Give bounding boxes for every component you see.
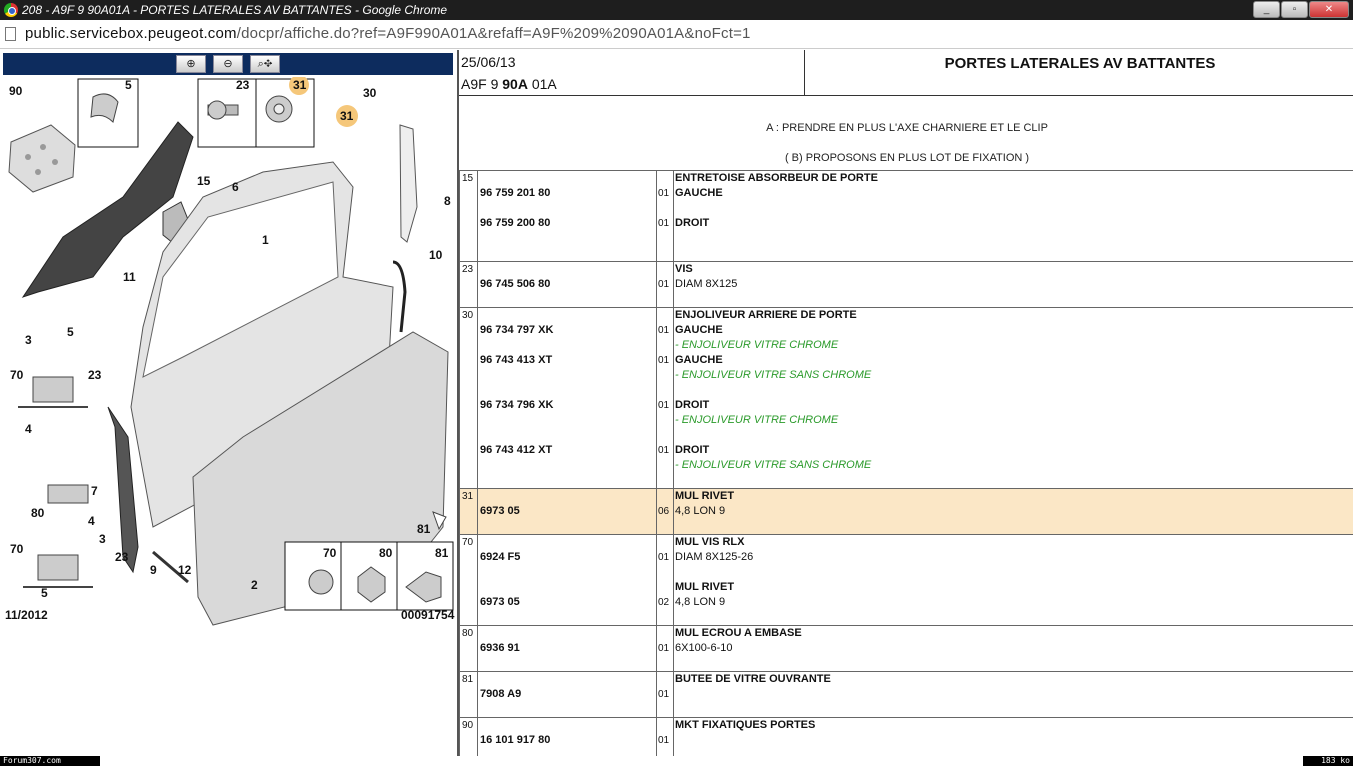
quantity-cell — [657, 672, 674, 718]
callout-label[interactable]: 31 — [293, 78, 307, 92]
callout-label[interactable]: 8 — [444, 194, 451, 208]
zoom-out-icon: ⊖ — [223, 58, 233, 70]
part-number: 6973 05 — [480, 505, 520, 517]
part-number — [478, 718, 656, 733]
page-icon — [5, 27, 16, 41]
address-bar[interactable] — [0, 20, 1353, 49]
callout-label[interactable]: 4 — [25, 422, 32, 436]
description-cell — [674, 626, 1353, 672]
part-number — [478, 262, 656, 277]
description-cell — [674, 489, 1353, 535]
hinge-check-7[interactable] — [48, 485, 88, 503]
callout-label[interactable]: 70 — [10, 368, 24, 382]
part-quantity — [657, 565, 673, 580]
part-number-cell — [478, 489, 657, 535]
description-cell — [674, 308, 1353, 489]
part-row[interactable] — [460, 489, 1353, 535]
part-number — [478, 702, 656, 717]
part-quantity — [657, 428, 673, 443]
hinge-upper[interactable] — [18, 377, 88, 407]
note-a: A : PRENDRE EN PLUS L'AXE CHARNIERE ET LE CLIP — [766, 122, 1048, 134]
part-quantity: 01 — [658, 188, 670, 199]
part-number — [478, 535, 656, 550]
part-row[interactable] — [460, 171, 1353, 262]
url-text[interactable] — [25, 25, 751, 42]
part-row[interactable] — [460, 672, 1353, 718]
part-quantity: 01 — [658, 279, 670, 290]
part-quantity: 01 — [658, 218, 670, 229]
part-description — [674, 231, 1353, 246]
part-quantity: 01 — [658, 400, 670, 411]
part-description: DIAM 8X125 — [675, 278, 738, 290]
part-quantity: 06 — [658, 506, 670, 517]
part-number — [478, 610, 656, 625]
url-host: public.servicebox.peugeot.com — [25, 25, 237, 42]
part-description: - ENJOLIVEUR VITRE SANS CHROME — [675, 369, 872, 381]
part-number-cell — [478, 535, 657, 626]
part-number-cell — [478, 672, 657, 718]
part-description: GAUCHE — [675, 187, 723, 199]
header-date: 25/06/13 — [461, 54, 516, 70]
part-number — [478, 458, 656, 473]
quantity-cell — [657, 626, 674, 672]
description-cell — [674, 672, 1353, 718]
part-quantity — [657, 672, 673, 687]
part-quantity: 01 — [658, 445, 670, 456]
diagram-pane — [0, 50, 457, 756]
part-description: 4,8 LON 9 — [675, 505, 726, 517]
part-description: DIAM 8X125-26 — [675, 551, 754, 563]
part-number: 7908 A9 — [480, 688, 522, 700]
part-description: VIS — [675, 263, 693, 275]
part-quantity — [657, 292, 673, 307]
callout-label[interactable]: 80 — [31, 506, 45, 520]
part-number-cell — [478, 626, 657, 672]
window-title: 208 - A9F 9 90A01A - PORTES LATERALES AV BATTANTES - Google Chrome — [22, 3, 448, 17]
part-quantity — [657, 338, 673, 353]
quantity-cell — [657, 308, 674, 489]
part-number — [478, 383, 656, 398]
part-number — [478, 201, 656, 216]
part-quantity — [657, 489, 673, 504]
quantity-cell — [657, 489, 674, 535]
part-description: DROIT — [675, 217, 710, 229]
part-description: DROIT — [675, 399, 710, 411]
part-quantity: 01 — [658, 643, 670, 654]
part-description — [674, 733, 1353, 748]
callout-label[interactable]: 12 — [178, 563, 192, 577]
part-row[interactable] — [460, 262, 1353, 308]
part-number-cell — [478, 308, 657, 489]
part-description: ENTRETOISE ABSORBEUR DE PORTE — [675, 172, 878, 184]
part-description — [674, 428, 1353, 443]
part-number: 16 101 917 80 — [480, 734, 551, 746]
callout-label[interactable]: 23 — [236, 78, 250, 92]
callout-label[interactable]: 3 — [25, 333, 32, 347]
description-cell — [674, 535, 1353, 626]
part-30-trim[interactable] — [400, 125, 417, 242]
part-90-kit[interactable] — [9, 125, 75, 192]
part-number — [478, 246, 656, 261]
callout-label[interactable]: 90 — [9, 84, 23, 98]
part-quantity: 01 — [658, 552, 670, 563]
part-number — [478, 231, 656, 246]
part-number-cell — [478, 262, 657, 308]
maximize-button[interactable]: ▫ — [1281, 1, 1308, 18]
page-title: PORTES LATERALES AV BATTANTES — [944, 55, 1216, 72]
part-description — [674, 246, 1353, 261]
part-number: 96 759 201 80 — [480, 187, 551, 199]
part-quantity — [657, 262, 673, 277]
part-number: 6973 05 — [480, 596, 520, 608]
callout-label[interactable]: 81 — [435, 546, 449, 560]
part-row[interactable] — [460, 308, 1353, 489]
parts-table — [459, 170, 1353, 764]
part-description: MUL RIVET — [675, 581, 735, 593]
part-number: 96 745 506 80 — [480, 278, 551, 290]
callout-label[interactable]: 23 — [88, 368, 102, 382]
part-number — [478, 292, 656, 307]
part-description: - ENJOLIVEUR VITRE SANS CHROME — [675, 459, 872, 471]
part-description: GAUCHE — [675, 354, 723, 366]
callout-label[interactable]: 5 — [41, 586, 48, 600]
quantity-cell — [657, 535, 674, 626]
part-description — [674, 656, 1353, 671]
status-left: Forum307.com — [0, 756, 100, 766]
part-quantity: 02 — [658, 597, 670, 608]
part-number: 96 743 413 XT — [480, 354, 553, 366]
part-quantity: 01 — [658, 355, 670, 366]
part-number: 6924 F5 — [480, 551, 521, 563]
callout-label[interactable]: 11 — [123, 270, 136, 284]
part-number: 96 734 797 XK — [480, 324, 554, 336]
part-number — [478, 656, 656, 671]
part-quantity — [657, 308, 673, 323]
part-number — [478, 519, 656, 534]
part-description: 4,8 LON 9 — [675, 596, 726, 608]
diagram-date: 11/2012 — [5, 608, 48, 622]
quantity-cell — [657, 171, 674, 262]
part-description: MUL VIS RLX — [675, 536, 745, 548]
quantity-cell — [657, 262, 674, 308]
zoom-in-button[interactable] — [176, 55, 206, 73]
part-description: ENJOLIVEUR ARRIERE DE PORTE — [675, 309, 857, 321]
part-ref: 90 — [460, 718, 478, 764]
part-description: GAUCHE — [675, 324, 723, 336]
part-quantity — [657, 610, 673, 625]
part-quantity — [657, 171, 673, 186]
part-row[interactable] — [460, 535, 1353, 626]
part-quantity — [657, 368, 673, 383]
part-quantity — [657, 718, 673, 733]
status-right: 183 ko — [1303, 756, 1353, 766]
callout-label[interactable]: 5 — [125, 78, 132, 92]
part-description — [674, 610, 1353, 625]
part-number — [478, 338, 656, 353]
part-number — [478, 565, 656, 580]
zoom-fit-icon: ⌕✥ — [257, 58, 273, 70]
part-quantity — [657, 231, 673, 246]
part-description: BUTEE DE VITRE OUVRANTE — [675, 673, 831, 685]
part-description — [674, 565, 1353, 580]
part-quantity — [657, 626, 673, 641]
part-quantity — [657, 458, 673, 473]
part-number — [478, 626, 656, 641]
part-quantity — [657, 519, 673, 534]
callout-label[interactable]: 23 — [115, 550, 129, 564]
part-10-seal[interactable] — [393, 262, 405, 332]
part-description: MUL RIVET — [675, 490, 735, 502]
part-ref: 80 — [460, 626, 478, 672]
part-row[interactable] — [460, 626, 1353, 672]
callout-label[interactable]: 15 — [197, 174, 211, 188]
part-description — [674, 687, 1353, 702]
callout-label[interactable]: 9 — [150, 563, 157, 577]
zoom-fit-button[interactable] — [250, 55, 280, 73]
callout-label[interactable]: 70 — [10, 542, 24, 556]
callout-label[interactable]: 80 — [379, 546, 393, 560]
part-number: 96 759 200 80 — [480, 217, 551, 229]
part-quantity: 01 — [658, 689, 670, 700]
diagram-toolbar — [3, 53, 453, 75]
part-number-cell — [478, 171, 657, 262]
part-description: - ENJOLIVEUR VITRE CHROME — [675, 414, 839, 426]
part-number — [478, 413, 656, 428]
callout-label[interactable]: 3 — [99, 532, 106, 546]
callout-label[interactable]: 1 — [262, 233, 269, 247]
callout-label[interactable]: 2 — [251, 578, 258, 592]
description-cell — [674, 171, 1353, 262]
callout-label[interactable]: 5 — [67, 325, 74, 339]
part-quantity — [657, 580, 673, 595]
part-number — [478, 368, 656, 383]
part-ref: 31 — [460, 489, 478, 535]
part-description: - ENJOLIVEUR VITRE CHROME — [675, 339, 839, 351]
part-quantity — [657, 413, 673, 428]
part-quantity — [657, 473, 673, 488]
callout-label[interactable]: 31 — [340, 109, 354, 123]
part-description: DROIT — [675, 444, 710, 456]
part-description — [674, 519, 1353, 534]
part-number — [478, 308, 656, 323]
document-header — [459, 50, 1353, 96]
callout-label[interactable]: 7 — [91, 484, 98, 498]
part-number — [478, 580, 656, 595]
part-quantity: 01 — [658, 735, 670, 746]
part-number: 6936 91 — [480, 642, 520, 654]
part-description — [674, 201, 1353, 216]
part-ref: 23 — [460, 262, 478, 308]
part-description — [674, 473, 1353, 488]
part-description — [674, 383, 1353, 398]
callout-label[interactable]: 70 — [323, 546, 337, 560]
zoom-in-icon: ⊕ — [186, 58, 196, 70]
part-ref: 30 — [460, 308, 478, 489]
part-number — [478, 672, 656, 687]
chrome-icon — [4, 3, 18, 17]
part-description: MUL ECROU A EMBASE — [675, 627, 802, 639]
part-number — [478, 428, 656, 443]
part-number: 96 734 796 XK — [480, 399, 554, 411]
callout-label[interactable]: 30 — [363, 86, 377, 100]
parts-pane — [457, 50, 1353, 756]
window-titlebar — [0, 0, 1353, 20]
part-ref: 70 — [460, 535, 478, 626]
callout-label[interactable]: 10 — [429, 248, 443, 262]
part-number — [478, 489, 656, 504]
callout-label[interactable]: 6 — [232, 180, 239, 194]
part-number: 96 743 412 XT — [480, 444, 553, 456]
window-controls — [1253, 1, 1349, 18]
url-path: /docpr/affiche.do?ref=A9F990A01A&refaff=A9F%209%2090A01A&noFct=1 — [236, 25, 751, 42]
part-description — [674, 702, 1353, 717]
part-9-strip[interactable] — [108, 407, 138, 572]
part-description — [674, 292, 1353, 307]
note-b: ( B) PROPOSONS EN PLUS LOT DE FIXATION ) — [784, 152, 1030, 164]
diagram-code: 00091754 — [401, 608, 455, 622]
description-cell — [674, 262, 1353, 308]
part-number — [478, 473, 656, 488]
exploded-parts-diagram[interactable] — [3, 77, 455, 657]
hinge-lower[interactable] — [23, 555, 93, 587]
part-ref: 15 — [460, 171, 478, 262]
part-ref: 81 — [460, 672, 478, 718]
part-number — [478, 171, 656, 186]
part-quantity — [657, 201, 673, 216]
close-button[interactable]: ✕ — [1309, 1, 1349, 18]
part-quantity — [657, 535, 673, 550]
part-description: 6X100-6-10 — [675, 642, 733, 654]
status-bar — [0, 756, 1353, 766]
part-quantity — [657, 383, 673, 398]
part-quantity — [657, 656, 673, 671]
minimize-button[interactable]: _ — [1253, 1, 1280, 18]
callout-label[interactable]: 81 — [417, 522, 431, 536]
part-description: MKT FIXATIQUES PORTES — [675, 719, 816, 731]
part-quantity: 01 — [658, 325, 670, 336]
callout-label[interactable]: 4 — [88, 514, 95, 528]
part-quantity — [657, 702, 673, 717]
part-quantity — [657, 246, 673, 261]
zoom-out-button[interactable] — [213, 55, 243, 73]
header-reference: A9F 9 90A 01A — [461, 76, 557, 92]
